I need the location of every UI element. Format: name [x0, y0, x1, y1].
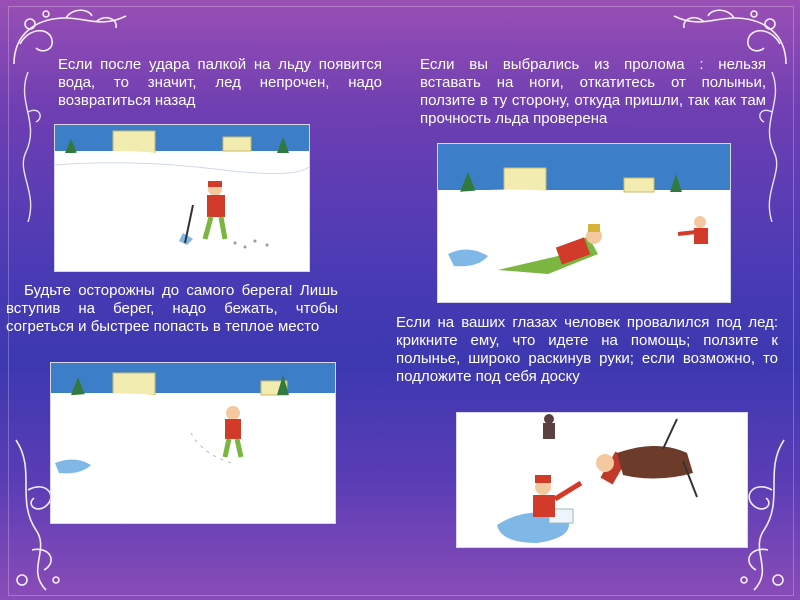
- illustration-testing-ice: [54, 124, 310, 272]
- text-block-middle-right: [396, 314, 778, 386]
- illustration-rescue: [456, 412, 748, 548]
- text-block-middle-left: [6, 282, 338, 336]
- text-top-right: Если вы выбрались из пролома : нельзя вставать на ноги, откатитесь от полыньи, ползите в ту сторону, откуда пришли, так как там прочность льда проверена: [420, 56, 766, 127]
- illustration-walking-shore: [50, 362, 336, 524]
- illustration-crawling-away: [437, 143, 731, 303]
- text-block-top-right: [420, 56, 766, 128]
- side-ornament-left: [10, 72, 46, 222]
- text-middle-right: Если на ваших глазах человек провалился под лед: крикните ему, что идете на помощь; ползите к полынье, широко раскинув руки; если возможно, то подложите под себя доску: [396, 314, 778, 385]
- text-block-top-left: [58, 56, 382, 110]
- text-top-left: Если после удара палкой на льду появится вода, то значит, лед непрочен, надо возвратиться назад: [58, 56, 382, 109]
- text-middle-left: Будьте осторожны до самого берега! Лишь вступив на берег, надо бежать, чтобы согреться и быстрее попасть в теплое место: [6, 282, 338, 335]
